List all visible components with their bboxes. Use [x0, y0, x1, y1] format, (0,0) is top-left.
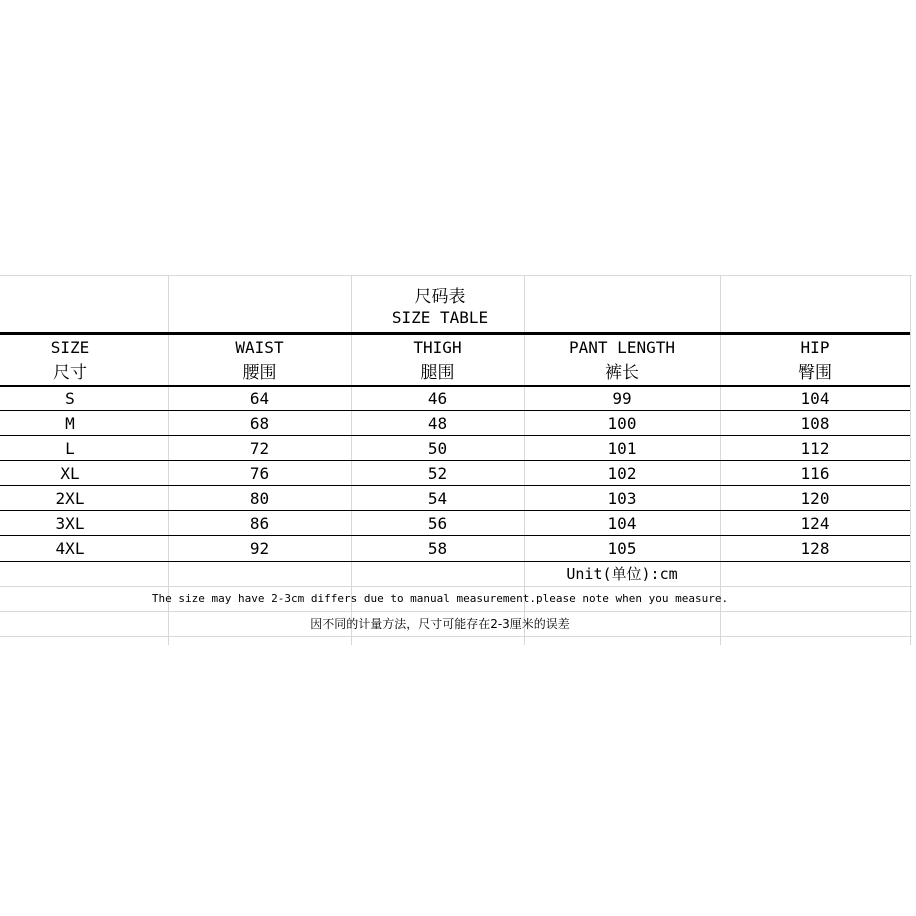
table-cell-size: 3XL: [55, 514, 85, 533]
table-cell-thigh: 48: [427, 414, 448, 433]
table-cell-waist: 76: [249, 464, 270, 483]
table-cell-hip: 112: [800, 439, 830, 458]
header-size-zh: 尺寸: [53, 363, 87, 383]
table-cell-pant-length: 99: [612, 389, 632, 408]
header-waist-en: WAIST: [235, 338, 284, 357]
header-hip-en: HIP: [800, 338, 830, 357]
table-cell-hip: 124: [800, 514, 830, 533]
grid-row-line: [0, 275, 912, 276]
table-cell-size: S: [65, 389, 75, 408]
header-waist-zh: 腰围: [242, 363, 277, 383]
table-cell-waist: 68: [249, 414, 270, 433]
table-cell-thigh: 58: [427, 539, 448, 558]
table-cell-waist: 72: [249, 439, 270, 458]
table-top-rule: [0, 332, 910, 335]
size-chart-sheet: [0, 275, 916, 645]
header-thigh-zh: 腿围: [420, 363, 455, 383]
table-cell-size: 2XL: [55, 489, 85, 508]
table-cell-waist: 64: [249, 389, 270, 408]
table-bottom-rule: [0, 561, 910, 562]
table-cell-thigh: 56: [427, 514, 448, 533]
table-cell-size: M: [65, 414, 75, 433]
table-cell-thigh: 54: [427, 489, 448, 508]
table-cell-pant-length: 102: [607, 464, 637, 483]
header-size-en: SIZE: [50, 338, 90, 357]
table-cell-waist: 92: [249, 539, 270, 558]
grid-row-line: [0, 611, 912, 612]
table-cell-size: 4XL: [55, 539, 85, 558]
title-chinese: 尺码表: [414, 287, 466, 307]
unit-label: Unit(单位):cm: [566, 565, 678, 583]
title-english: SIZE TABLE: [391, 308, 489, 327]
table-cell-waist: 80: [249, 489, 270, 508]
table-cell-size: XL: [60, 464, 80, 483]
table-cell-pant-length: 104: [607, 514, 637, 533]
grid-row-line: [0, 586, 912, 587]
grid-row-line: [0, 636, 912, 637]
table-cell-hip: 116: [800, 464, 830, 483]
table-cell-pant-length: 103: [607, 489, 637, 508]
grid-column-line: [910, 275, 911, 645]
table-cell-hip: 128: [800, 539, 830, 558]
header-hip-zh: 臀围: [798, 363, 832, 383]
table-cell-pant-length: 105: [607, 539, 637, 558]
table-cell-hip: 120: [800, 489, 830, 508]
measurement-note-en: The size may have 2-3cm differs due to manual measurement.please note when you measure.: [151, 592, 729, 605]
table-cell-hip: 104: [800, 389, 830, 408]
table-cell-thigh: 52: [427, 464, 448, 483]
table-cell-pant-length: 100: [607, 414, 637, 433]
header-pant-length-en: PANT LENGTH: [569, 338, 675, 357]
table-cell-size: L: [65, 439, 75, 458]
measurement-note-zh: 因不同的计量方法，尺寸可能存在2-3厘米的误差: [310, 617, 570, 631]
table-cell-waist: 86: [249, 514, 270, 533]
table-cell-hip: 108: [800, 414, 830, 433]
header-thigh-en: THIGH: [413, 338, 462, 357]
header-pant-length-zh: 裤长: [605, 363, 639, 383]
table-cell-pant-length: 101: [607, 439, 637, 458]
table-cell-thigh: 46: [427, 389, 448, 408]
table-cell-thigh: 50: [427, 439, 448, 458]
